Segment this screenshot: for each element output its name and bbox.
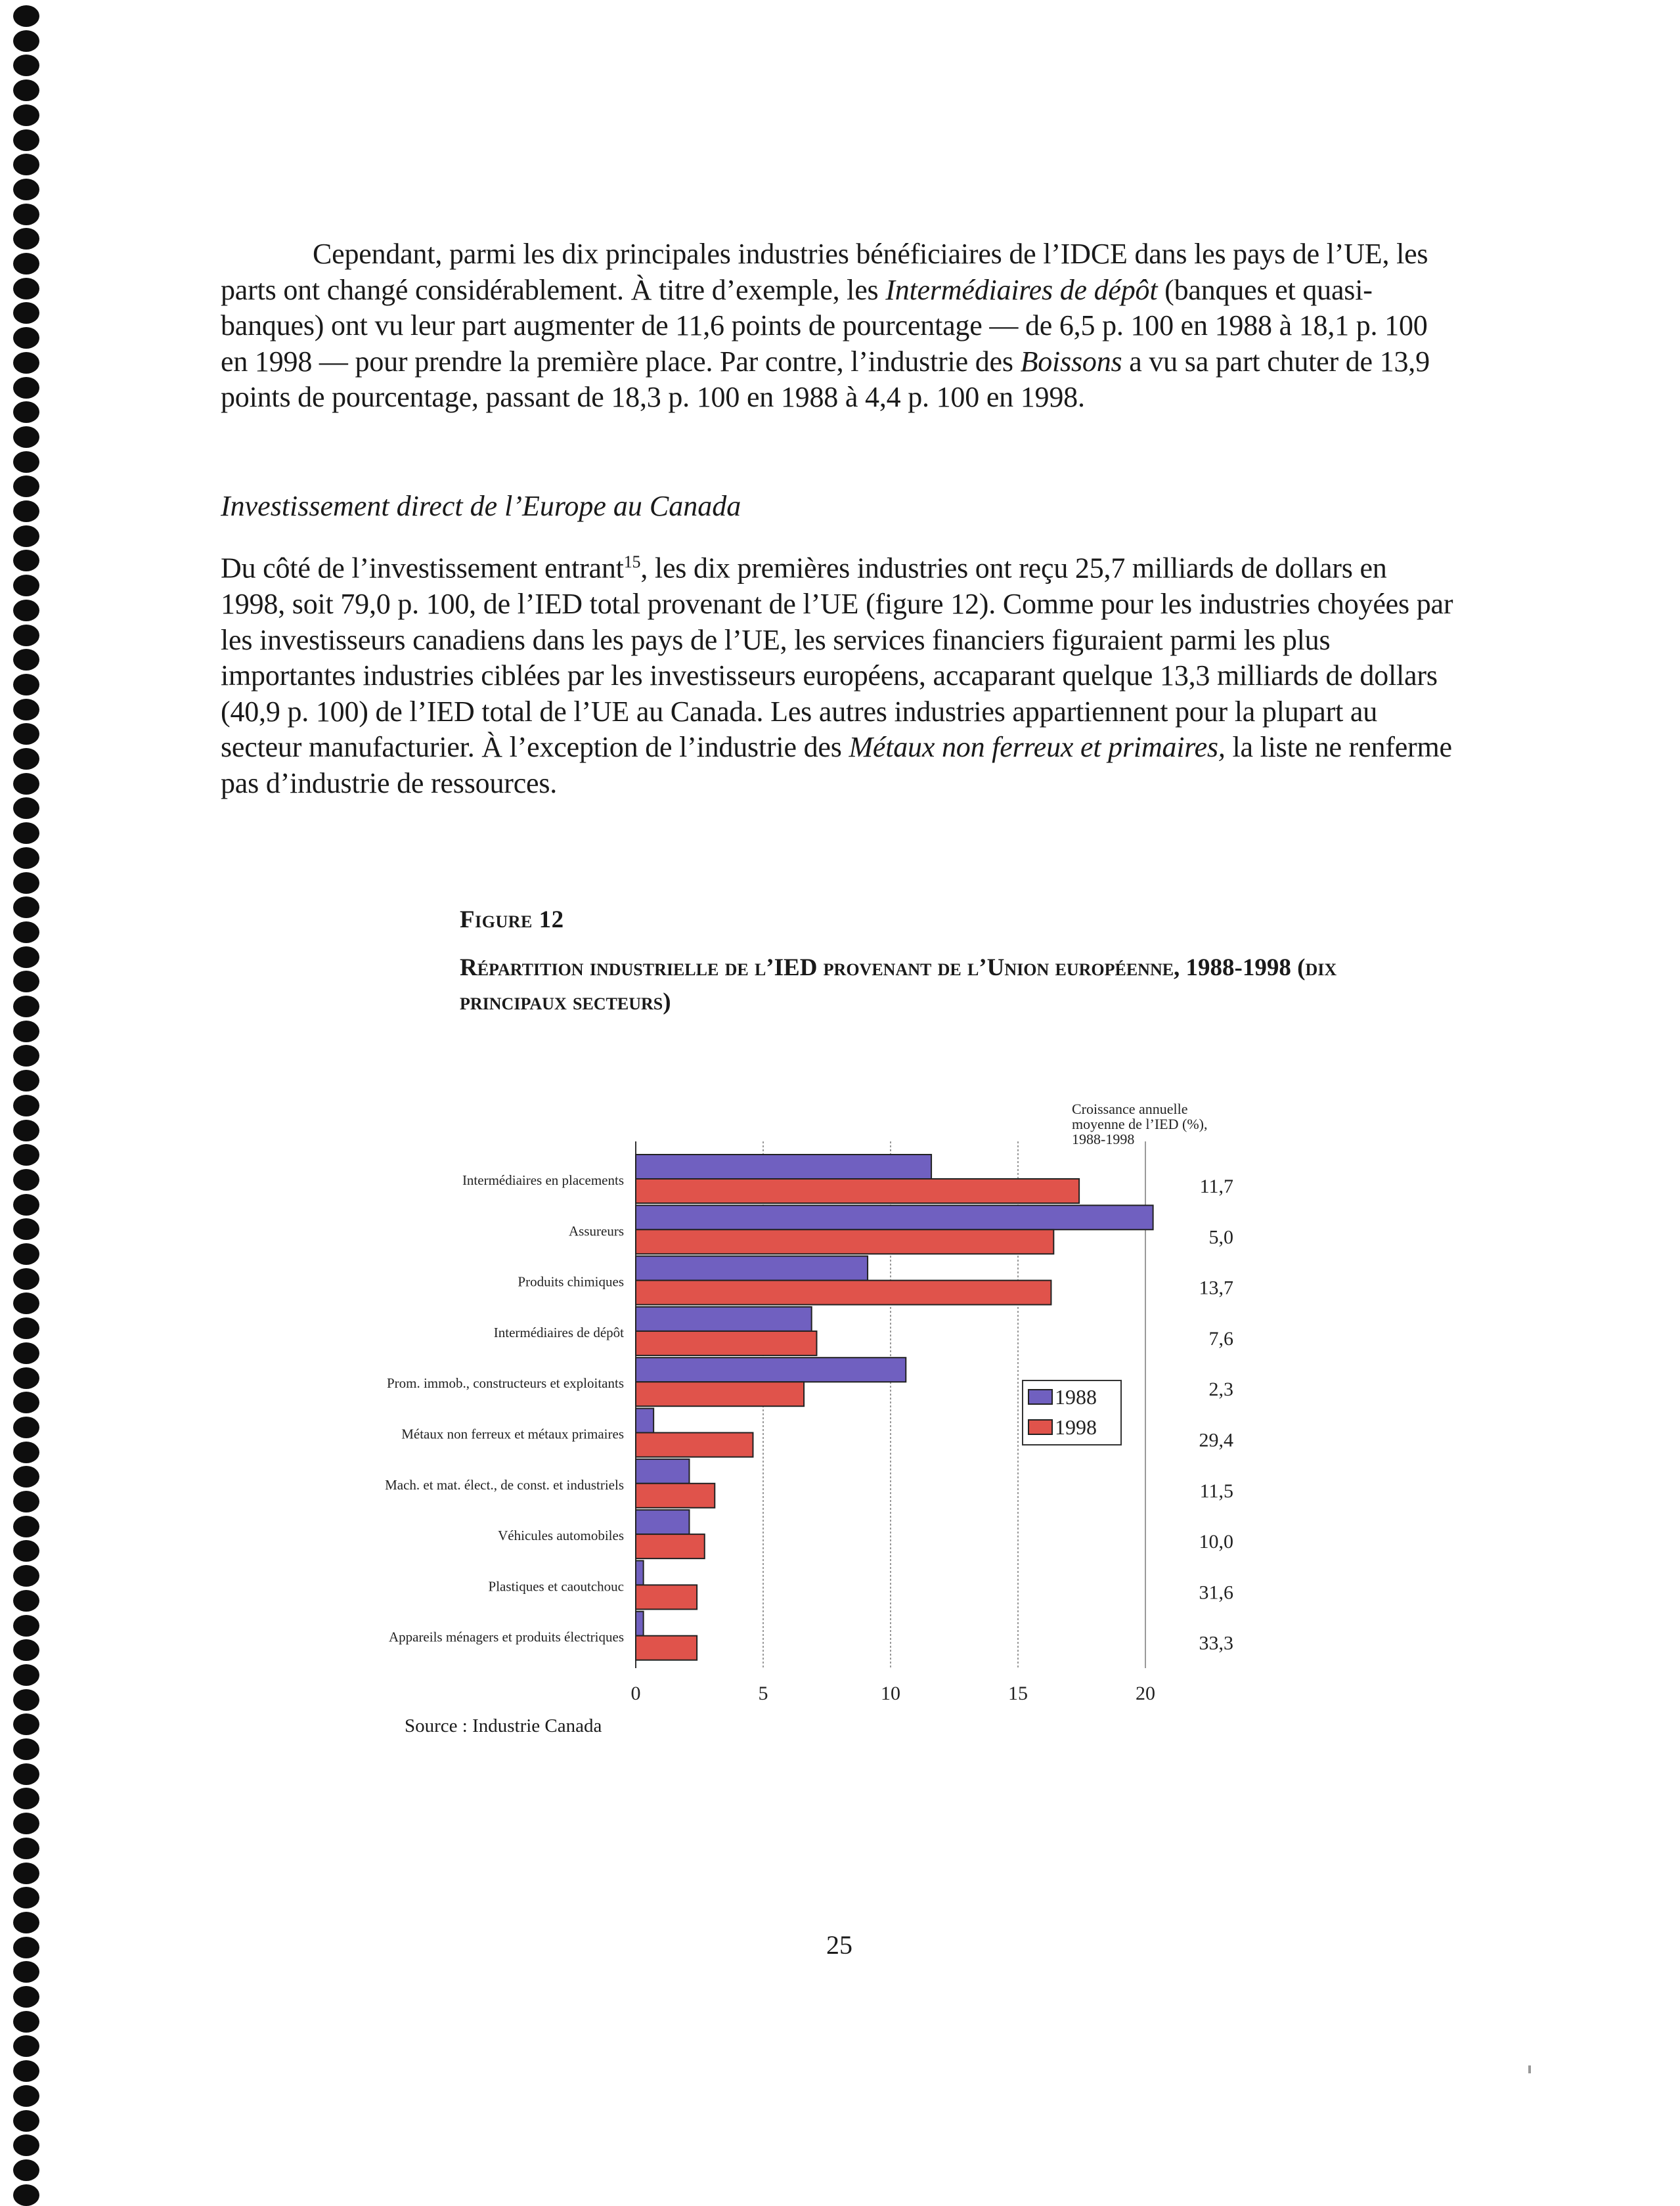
category-label: Intermédiaires en placements [462,1172,624,1188]
italic-term: Boissons [1020,345,1122,378]
growth-value: 13,7 [1199,1277,1233,1299]
category-label: Véhicules automobiles [498,1528,624,1544]
growth-value: 11,7 [1199,1176,1233,1197]
bar-1988 [636,1510,689,1534]
bar-1988 [636,1560,644,1585]
x-tick-label: 10 [881,1683,900,1704]
bar-1998 [636,1382,804,1406]
bar-1998 [636,1585,697,1609]
bar-1988 [636,1409,653,1433]
bar-1998 [636,1229,1053,1254]
growth-value: 7,6 [1208,1327,1233,1350]
growth-value: 33,3 [1199,1632,1233,1654]
x-tick-label: 0 [630,1683,641,1704]
growth-value: 31,6 [1199,1581,1233,1604]
source-note: Source : Industrie Canada [405,1715,602,1736]
bar-1988 [636,1612,644,1636]
footnote-ref: 15 [623,552,641,571]
category-label: Appareils ménagers et produits électriques [388,1629,624,1645]
bar-1998 [636,1331,816,1356]
category-label: Prom. immob., constructeurs et exploitants [386,1375,624,1392]
italic-term: Métaux non ferreux et primaires, [849,731,1226,764]
x-tick-label: 15 [1008,1683,1028,1704]
x-tick-label: 20 [1136,1683,1155,1704]
bar-1998 [636,1179,1079,1203]
category-label: Plastiques et caoutchouc [488,1578,624,1595]
scan-speck [1528,2065,1531,2073]
page-number: 25 [826,1930,852,1960]
bar-1998 [636,1484,715,1508]
growth-value: 11,5 [1199,1480,1233,1502]
category-label: Assureurs [569,1223,624,1239]
category-label: Métaux non ferreux et métaux primaires [401,1426,624,1442]
x-tick-label: 5 [758,1683,768,1704]
category-label: Mach. et mat. élect., de const. et industriels [385,1476,624,1493]
growth-value: 10,0 [1199,1531,1233,1553]
category-label: Intermédiaires de dépôt [493,1324,624,1340]
figure-title: Répartition industrielle de l’IED provenant de l’Union européenne, 1988-1998 (dix principaux secteurs) [460,954,1337,1015]
section-subheading: Investissement direct de l’Europe au Canada [221,490,741,522]
growth-value: 2,3 [1208,1379,1233,1401]
bar-1998 [636,1636,697,1660]
bar-1988 [636,1307,812,1331]
italic-term: Intermédiaires de dépôt [885,273,1158,306]
legend-label: 1988 [1055,1385,1097,1409]
legend-label: 1998 [1055,1415,1097,1439]
bar-1988 [636,1155,931,1179]
category-label: Produits chimiques [518,1273,624,1290]
bar-1988 [636,1357,906,1382]
figure-label: Figure 12 [460,906,564,933]
bar-1988 [636,1459,689,1484]
bar-1998 [636,1281,1051,1305]
paragraph-2: Du côté de l’investissement entrant$^{15}$, les dix premières industries ont reçu 25,7 milliards de dollars en 1998, soit 79,0 p. 100, de l’IED total provenant de l’UE (figure 12). Comme pour les industries choyées par les investisseurs canadiens dans les pays de l’UE, les services financiers figuraient parmi les plus importantes industries ciblées par les investisseurs européens, accaparant quelque 13,3 milliards de dollars (40,9 p. 100) de l’IED total de l’UE au Canada. Les autres industries appartiennent pour la plupart au secteur manufacturier. À l’exception de l’industrie des Métaux non ferreux et primaires, la liste ne renferme pas d’industrie de ressources. [221,552,1453,799]
paragraph-1: Cependant, parmi les dix principales industries bénéficiaires de l’IDCE dans les pays de l’UE, les parts ont changé considérablement. À titre d’exemple, les Intermédiaires de dépôt (banques et quasi-banques) ont vu leur part augmenter de 11,6 points de pourcentage — de 6,5 p. 100 en 1988 à 18,1 p. 100 en 1998 — pour prendre la première place. Par contre, l’industrie des Boissons a vu sa part chuter de 13,9 points de pourcentage, passant de 18,3 p. 100 en 1988 à 4,4 p. 100 en 1998. [221,238,1430,413]
growth-header: moyenne de l’IED (%), [1072,1116,1208,1132]
legend-swatch [1028,1420,1052,1434]
bar-1988 [636,1205,1153,1229]
growth-header: Croissance annuelle [1072,1101,1188,1117]
legend-swatch [1028,1390,1052,1404]
bar-1988 [636,1256,868,1281]
growth-header: 1988-1998 [1072,1131,1135,1147]
bar-1998 [636,1433,753,1457]
growth-value: 29,4 [1199,1429,1233,1451]
growth-value: 5,0 [1208,1226,1233,1248]
bar-1998 [636,1534,705,1558]
